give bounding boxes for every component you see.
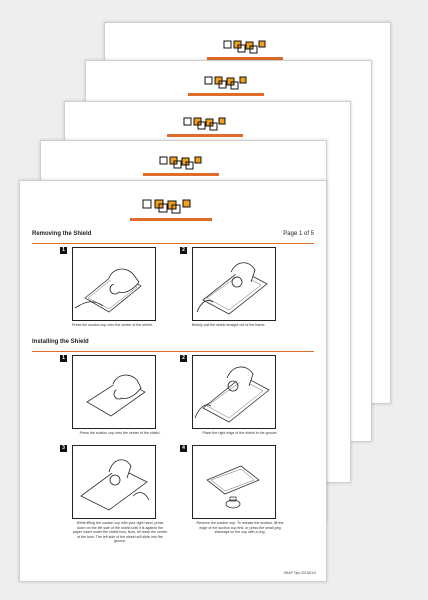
step-caption: Press the suction cup onto the center of the shield. xyxy=(79,431,161,435)
step-caption: Remove the suction cup. To release the suction, lift the edge of the suction cup first, or press the small peg sideways on the cup with a ring. xyxy=(196,521,284,535)
step-illustration xyxy=(72,355,156,429)
step-caption: Place the right edge of the shield in the groove. xyxy=(202,431,278,435)
step-number: 1 xyxy=(60,247,67,254)
logo-bar xyxy=(143,173,219,176)
logo-bar xyxy=(188,93,264,96)
logo xyxy=(142,197,192,215)
section-header-removing xyxy=(32,231,314,244)
overlapping-squares-logo-icon xyxy=(142,197,192,215)
step-illustration xyxy=(72,445,156,519)
step-caption: While lifting the suction cup with your right hand, press down on the left side of the shield until it is against the paper insert under the shield bow. Now, let down the center of the bow. The left side of the shield will slide into the groove. xyxy=(72,521,168,544)
step-illustration xyxy=(72,247,156,321)
logo xyxy=(223,39,267,55)
section-title: Installing the Shield xyxy=(32,339,89,345)
section-title: Removing the Shield xyxy=(32,231,92,237)
step-number: 2 xyxy=(180,355,187,362)
logo xyxy=(204,75,248,91)
overlapping-squares-logo-icon xyxy=(223,39,267,55)
pulling-shield-illustration-icon xyxy=(193,248,275,320)
hand-suction-cup-illustration-icon xyxy=(73,248,155,320)
logo xyxy=(183,116,227,132)
lifting-suction-cup-illustration-icon xyxy=(73,446,155,518)
step-illustration xyxy=(192,355,276,429)
logo xyxy=(159,155,203,171)
step-number: 2 xyxy=(180,247,187,254)
overlapping-squares-logo-icon xyxy=(183,116,227,132)
step-caption: Briskly pull the shield straight out of the frame. xyxy=(192,323,266,327)
step-number: 4 xyxy=(180,445,187,452)
hand-suction-cup-illustration-icon xyxy=(73,356,155,428)
step-number: 3 xyxy=(60,445,67,452)
shield-in-groove-illustration-icon xyxy=(193,356,275,428)
logo-bar xyxy=(130,218,212,221)
overlapping-squares-logo-icon xyxy=(159,155,203,171)
step-illustration xyxy=(192,445,276,519)
page-label: Page 1 of 5 xyxy=(283,231,314,237)
step-illustration xyxy=(192,247,276,321)
section-header-installing xyxy=(32,339,314,352)
installed-shield-illustration-icon xyxy=(193,446,275,518)
footer-code: SNAP Tips 2013/01/3 xyxy=(283,571,316,575)
overlapping-squares-logo-icon xyxy=(204,75,248,91)
step-number: 1 xyxy=(60,355,67,362)
step-caption: Press the suction cup onto the center of the shield. xyxy=(72,323,153,327)
front-page xyxy=(19,180,327,582)
logo-bar xyxy=(167,134,243,137)
